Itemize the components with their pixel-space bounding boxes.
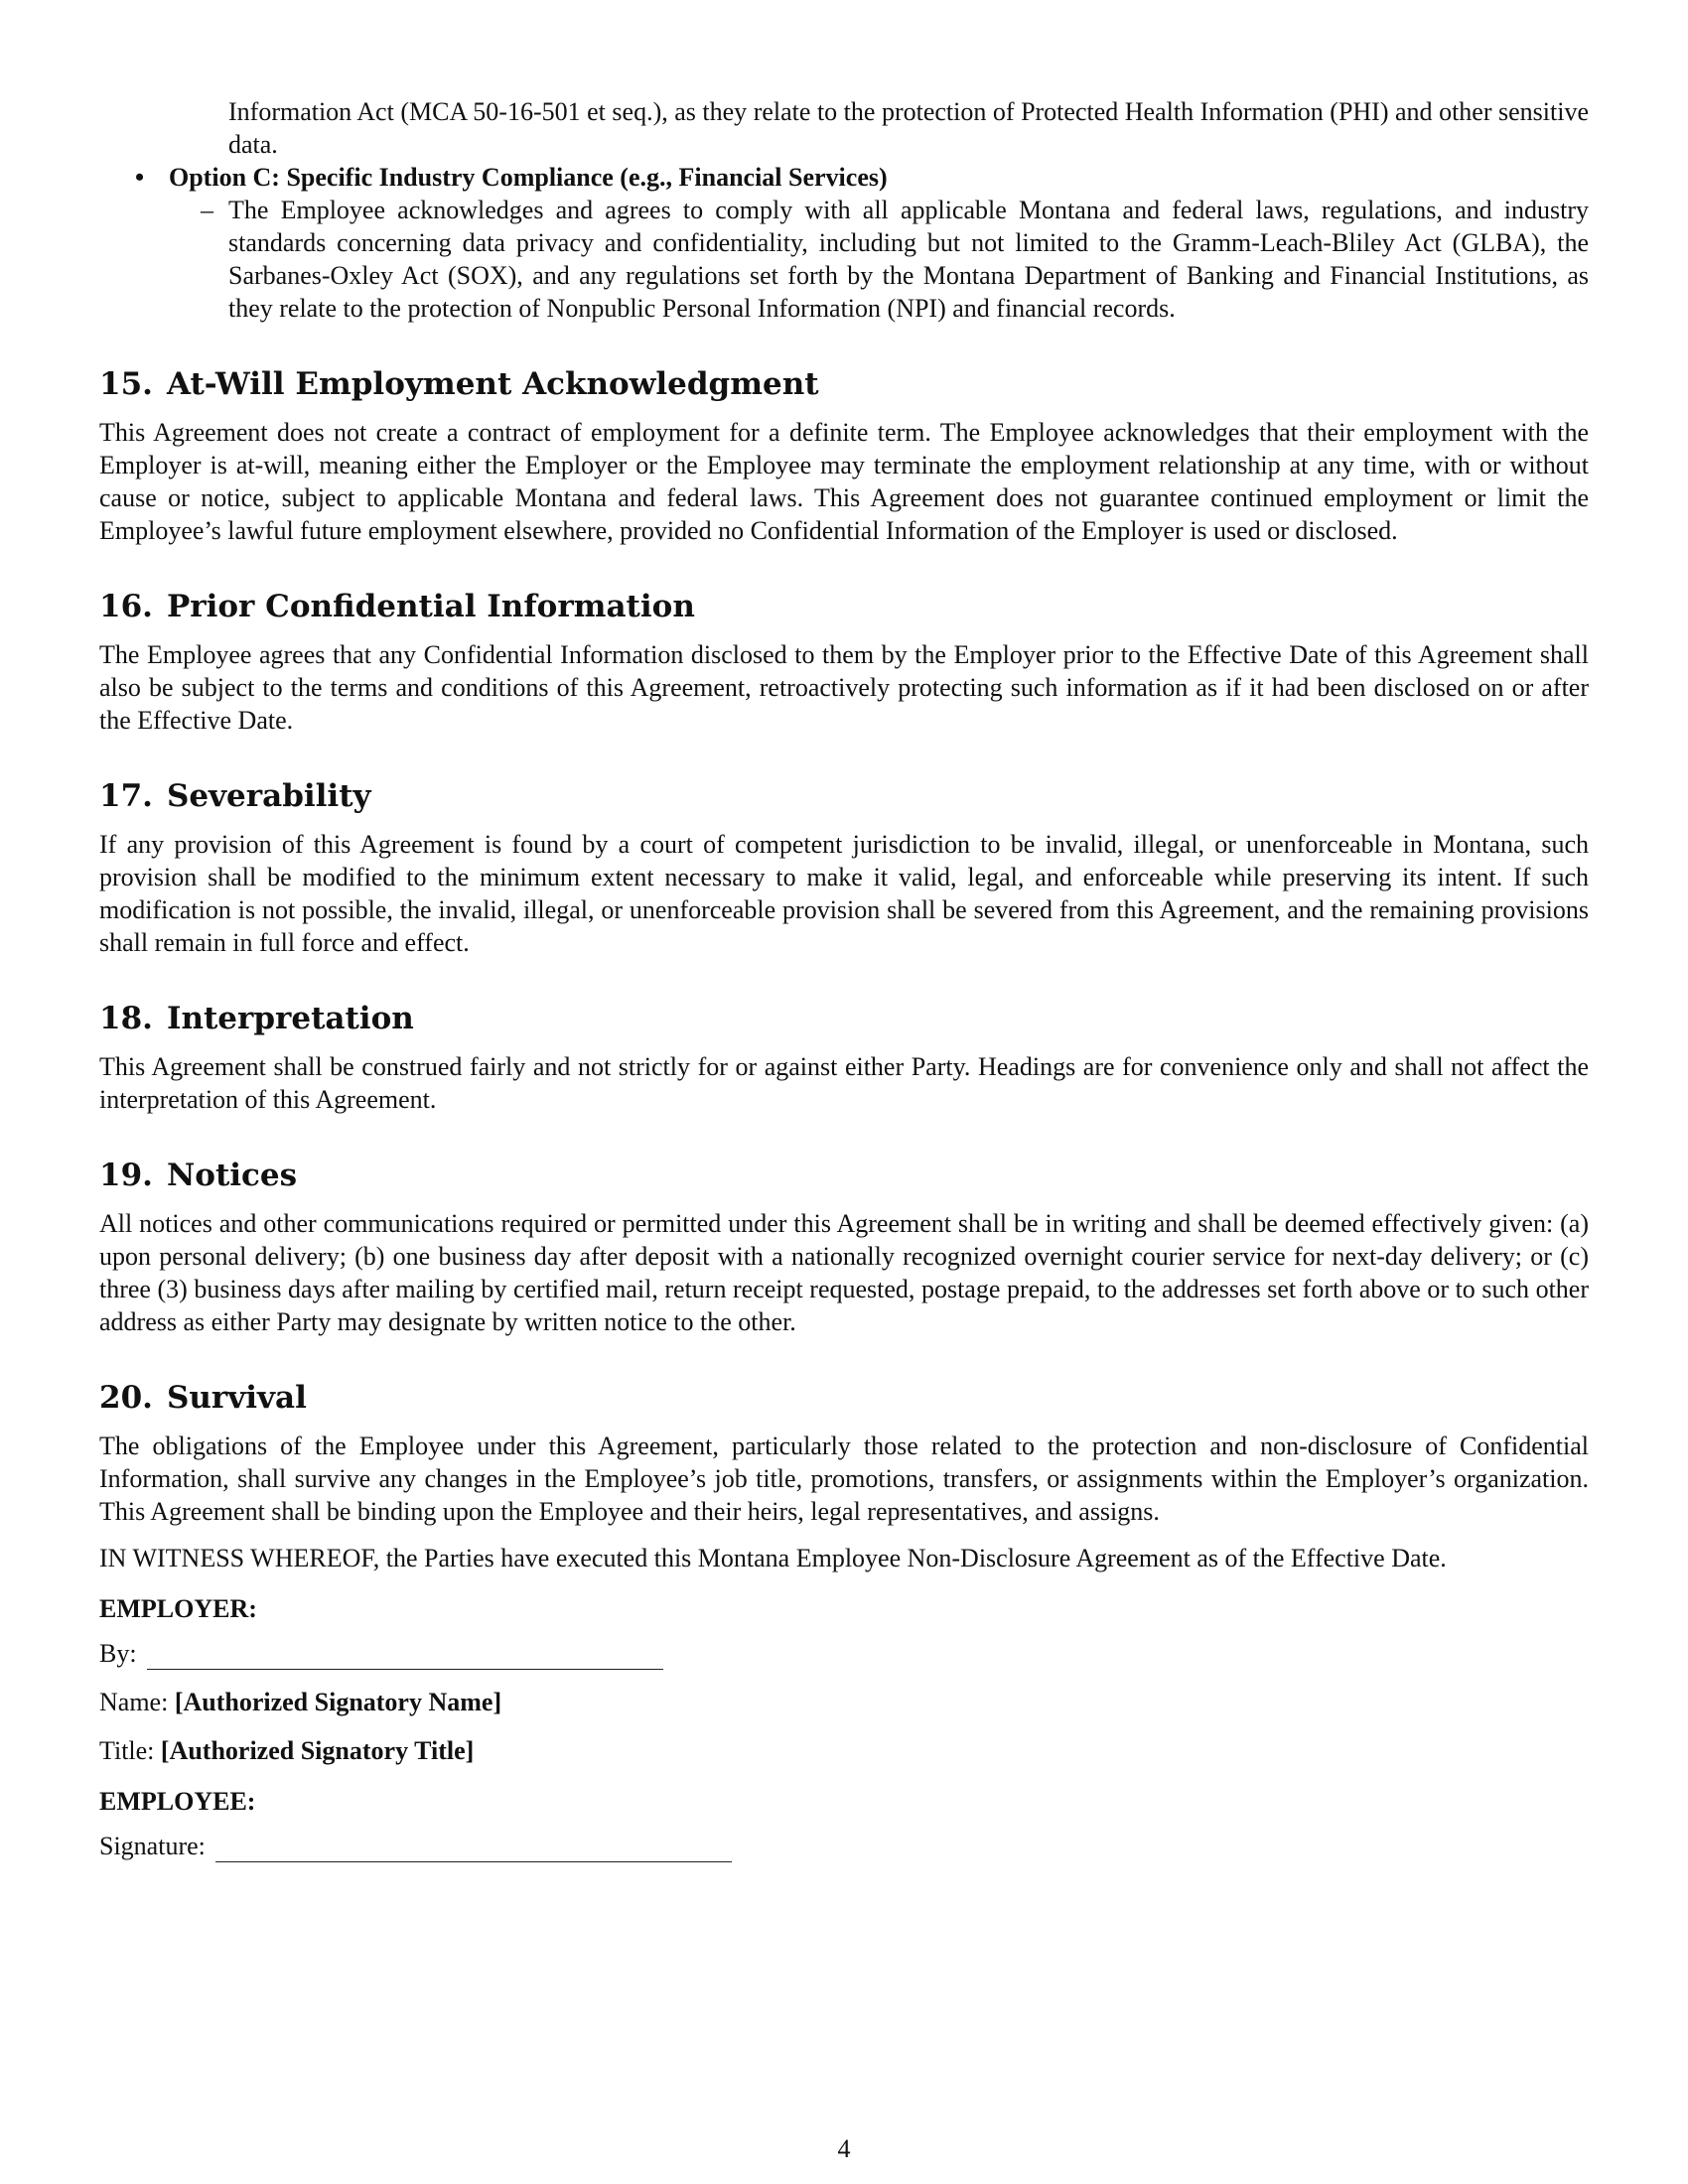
section-17-heading (99, 776, 1589, 816)
section-19-number: 19. (99, 1158, 153, 1193)
section-20-number: 20. (99, 1380, 153, 1416)
employee-signature-line[interactable] (215, 1838, 732, 1862)
section-15-text: This Agreement does not create a contract of employment for a definite term. The Employee acknowledges that their employment with the Employer is at-will, meaning either the Employer or the Employee may terminate the employment relationship at any time, with or without cause or notice, subject to applicable Montana and federal laws. This Agreement does not guarantee continued employment or limit the Employee’s lawful future employment elsewhere, provided no Confidential Information of the Employer is used or disclosed. (99, 418, 1589, 545)
employer-name-value: [Authorized Signatory Name] (174, 1688, 502, 1716)
employer-name-row (99, 1686, 1589, 1718)
section-20-text: The obligations of the Employee under this Agreement, particularly those related to the protection and non-disclosure of Confidential Information, shall survive any changes in the Employee’s job title, promotions, transfers, or assignments within the Employer’s organization. This Agreement shall be binding upon the Employee and their heirs, legal representatives, and assigns. (99, 1432, 1589, 1526)
section-18-number: 18. (99, 1001, 153, 1036)
employee-signature-row (99, 1830, 1589, 1862)
employer-by-label: By: (99, 1639, 137, 1668)
section-18-text: This Agreement shall be construed fairly and not strictly for or against either Party. Headings are for convenience only and shall not affect the interpretation of this Agreement. (99, 1052, 1589, 1114)
section-19-heading (99, 1156, 1589, 1195)
employer-title-value: [Authorized Signatory Title] (160, 1736, 475, 1765)
page-number: 4 (837, 2134, 851, 2163)
employer-signature-line[interactable] (147, 1645, 663, 1670)
section-18-title: Interpretation (166, 1001, 414, 1036)
bullet-icon: • (135, 163, 145, 192)
section-16-heading (99, 587, 1589, 626)
employee-signature-label: Signature: (99, 1832, 206, 1860)
section-19-title: Notices (166, 1158, 298, 1193)
employer-title-row (99, 1734, 1589, 1767)
employer-title-label: Title: (99, 1736, 155, 1765)
section-19-text: All notices and other communications required or permitted under this Agreement shall be in writing and shall be deemed effectively given: (a) upon personal delivery; (b) one business day after deposit with a nationally recognized overnight courier service for next-day delivery; or (c) three (3) business days after mailing by certified mail, return receipt requested, postage prepaid, to the addresses set forth above or to such other address as either Party may designate by written notice to the other. (99, 1209, 1589, 1336)
option-c-title: Option C: Specific Industry Compliance (e.g., Financial Services) (169, 163, 888, 192)
option-c-item (201, 194, 1589, 325)
option-c-bullet (135, 161, 1589, 194)
employer-heading: EMPLOYER: (99, 1594, 257, 1623)
option-b-continued-text: Information Act (MCA 50-16-501 et seq.), as they relate to the protection of Protected Health Information (PHI) and other sensitive data. (228, 97, 1589, 159)
section-20-title: Survival (166, 1380, 307, 1416)
section-17-text: If any provision of this Agreement is found by a court of competent jurisdiction to be invalid, illegal, or unenforceable in Montana, such provision shall be modified to the minimum extent necessary to make it valid, legal, and enforceable while preserving its intent. If such modification is not possible, the invalid, illegal, or unenforceable provision shall be severed from this Agreement, and the remaining provisions shall remain in full force and effect. (99, 830, 1589, 957)
section-15-number: 15. (99, 366, 153, 402)
section-15-title: At-Will Employment Acknowledgment (166, 366, 819, 402)
option-c-text: The Employee acknowledges and agrees to comply with all applicable Montana and federal laws, regulations, and industry standards concerning data privacy and confidentiality, including but not limited to the Gramm-Leach-Bliley Act (GLBA), the Sarbanes-Oxley Act (SOX), and any regulations set forth by the Montana Department of Banking and Financial Institutions, as they relate to the protection of Nonpublic Personal Information (NPI) and financial records. (228, 196, 1589, 323)
section-17-number: 17. (99, 778, 153, 814)
section-16-number: 16. (99, 589, 153, 624)
section-15-heading (99, 364, 1589, 404)
section-20-heading (99, 1378, 1589, 1418)
witness-statement: IN WITNESS WHEREOF, the Parties have executed this Montana Employee Non-Disclosure Agreement as of the Effective Date. (99, 1544, 1447, 1572)
employee-heading: EMPLOYEE: (99, 1787, 256, 1816)
section-17-title: Severability (166, 778, 371, 814)
employer-by-row (99, 1637, 1589, 1670)
section-18-heading (99, 999, 1589, 1038)
section-16-text: The Employee agrees that any Confidential Information disclosed to them by the Employer prior to the Effective Date of this Agreement shall also be subject to the terms and conditions of this Agreement, retroactively protecting such information as if it had been disclosed on or after the Effective Date. (99, 640, 1589, 735)
dash-icon: – (201, 196, 213, 224)
employer-name-label: Name: (99, 1688, 169, 1716)
section-16-title: Prior Confidential Information (166, 589, 695, 624)
